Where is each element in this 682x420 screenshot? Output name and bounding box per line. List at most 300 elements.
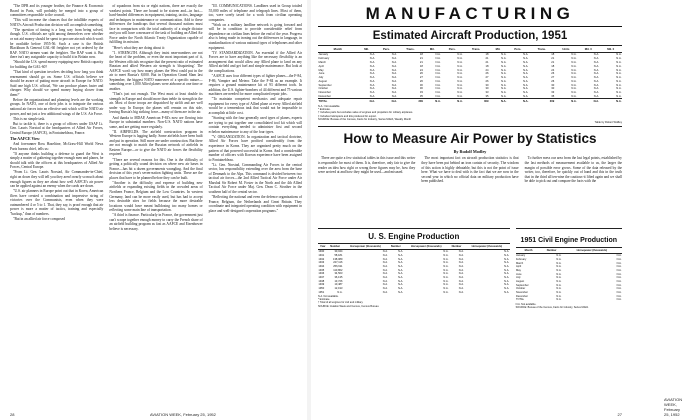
table-cell: N.A.: [458, 287, 464, 291]
column-header: Mil. ¢: [577, 46, 599, 53]
table-cell: N.A.: [504, 253, 510, 257]
table-cell: 18: [551, 53, 555, 57]
table-cell: N.A.: [391, 91, 397, 95]
table-cell: N.A.: [423, 99, 441, 103]
table-cell: N.A.: [556, 268, 562, 272]
table-cell: 30: [485, 87, 489, 91]
divider: [318, 126, 622, 127]
table-cell: N.A.: [616, 279, 622, 283]
table-cell: N.A.: [369, 57, 375, 61]
row-label: 1946: [318, 272, 325, 276]
column-header: Number: [449, 244, 464, 249]
table-cell: 27: [419, 76, 423, 80]
table-cell: N.A.: [501, 94, 507, 98]
table-cell: N.A.: [616, 57, 622, 61]
table-cell: N.A.: [593, 68, 599, 72]
table-cell: N.A.: [398, 268, 404, 272]
table-cell: N.A.: [391, 68, 397, 72]
table-cell: N.A.: [571, 76, 577, 80]
row-label: March: [515, 261, 524, 265]
table-cell: 26: [419, 79, 423, 83]
paragraph: "Lt. Gen. Norstad, Commanding Air Forces in the central sector, has responsibility extending over the area from the base of Denmark to the Alps. This command is divided between two tactical air forces—the 2nd Allied Tactical Air Force under Air Marshal Sir Robert M. Foster in the North and the 4th Allied Tactical Air Force under Maj. Gen. Dean C. Strother in the southern half of the central sector.: [208, 162, 302, 195]
row-label: April: [515, 265, 522, 269]
table-cell: N.A.: [489, 99, 507, 103]
table-cell: N.A.: [571, 87, 577, 91]
table-cell: N.A.: [593, 79, 599, 83]
paragraph: "1. STRENGTH. Although they insist near-numbers are not the heart of the problem, or even the most important part of it, the Western officials recognize that the present ratio of estimated Russian and allied Western air strength is 'disquieting.' The AAFCE won't say how many planes the West could put in the air to meet Russia's 8,000. But in Operation Grand Slam last September, the biggest NATO maneuver of a specific nature—something over 1,000 Allied planes were airborne at one time or another.: [109, 50, 203, 92]
table-cell: N.A.: [555, 99, 577, 103]
table-cell: N.A.: [443, 283, 449, 287]
row-label: 1948: [318, 279, 325, 283]
table-cell: N.A.: [577, 99, 599, 103]
paragraph: "IV. STANDARDIZATION. An essential if the Allied Air Forces are to have anything like the necessary flexibility is an arrangement that would allow any Allied plane to land on any Allied airfield and get fuel and simple maintenance. But look at the complications.: [208, 50, 302, 73]
column-header: Mil.: [358, 46, 376, 53]
table-cell: N.A.: [616, 265, 622, 269]
table-cell: N.A.: [501, 72, 507, 76]
row-label: 1949: [318, 283, 325, 287]
column-header: Pers.: [507, 46, 529, 53]
table-cell: N.A.: [501, 87, 507, 91]
table-cell: 138,089: [333, 257, 343, 261]
paragraph: "AAFCE uses four different types of fighter planes—the F-84, F-86, Vampire and Meteor. Take the F-84 as an example. It requires a ground maintenance kit of 93 different tools. In addition, the U.S. fighter-bombers of 44 different and 75 various machines are needed for more complicated repair jobs.: [208, 73, 302, 97]
table-row: [318, 290, 510, 294]
table-cell: N.A.: [616, 272, 622, 276]
table-cell: N.A.: [369, 68, 375, 72]
paragraph: "Starting with the four generally used types of planes, experts are trying to put together one consolidated tool kit which will contain everything needed to administer first and second echelon maintenance to any of the four types.: [208, 116, 302, 134]
row-label: February: [318, 57, 330, 61]
right-page: [312, 0, 682, 420]
table-cell: N.A.: [571, 68, 577, 72]
table-cell: N.A.: [391, 57, 397, 61]
paragraph: "The DPR and its younger brother, the Finance & Economic Board in Paris, will probably be merged into a group of committees responsible to the council.: [10, 4, 104, 18]
table-cell: N.A.: [504, 275, 510, 279]
paragraph: of squadrons from six or eight nations, there are exactly the weakest points. There are bound to be sixteen and—in fact—hard-headed differences in equipment, training, tactics, language and techniques in maintenance or communication. Add to these differences the handicaps that several thousand nations must face in comparison with the total authority of a single dictator and you will have a measure of the task of building an Allied Air Force under the North Atlantic Treaty Organization capable of fulfilling its mission.: [109, 4, 203, 45]
table-cell: N.A.: [523, 64, 529, 68]
paragraph: "The question of timing is a long way from being solved, though. U.S. officials are split among themselves over whether or not aid money should be spent to procure aircraft which won't be available before 1955-56. Such a case is the British Blackburn & General GAL-60 freighter not yet ordered by the RAF. NATO airmen want the freighter. The RAF want it. But there isn't any assignable capacity to build it in Britain now.: [10, 27, 104, 60]
table-cell: N.A.: [501, 53, 507, 57]
table-cell: 18: [419, 53, 423, 57]
table-cell: N.A.: [458, 279, 464, 283]
table-cell: N.A.: [593, 53, 599, 57]
section-title: MANUFACTURING: [318, 4, 622, 27]
row-label: 1951: [318, 290, 325, 294]
table-cell: N.A.: [391, 76, 397, 80]
table-cell: N.A.: [593, 72, 599, 76]
table-cell: N.A.: [507, 99, 529, 103]
table-cell: N.A.: [435, 87, 441, 91]
table-cell: N.A.: [457, 68, 463, 72]
table-cell: N.A.: [457, 83, 463, 87]
table-cell: 27: [551, 76, 555, 80]
table-cell: N.A.: [616, 257, 622, 261]
row-label: April: [318, 64, 324, 68]
table-cell: N.A.: [501, 91, 507, 95]
paragraph: "Another is the difficulty and expense of building new airfields or expanding existing fields in the crowded areas of Northern France, Belgium and the Low Countries. In western Germany, land can be more easily used, but has had to accept less desirable sites for fields because the more desirable locations would have meant bulldozing too many homes or reflecting some main line of transportation.: [109, 180, 203, 213]
table-cell: N.A.: [369, 83, 375, 87]
table-cell: N.A.: [616, 268, 622, 272]
row-label: January: [318, 53, 329, 57]
table-cell: N.A.: [435, 53, 441, 57]
table-cell: N.A.: [382, 279, 388, 283]
table-cell: N.A.: [501, 76, 507, 80]
table-cell: N.A.: [391, 53, 397, 57]
table-cell: N.A.: [556, 291, 562, 295]
column-header: Pers.: [375, 46, 397, 53]
table-cell: N.A.: [398, 264, 404, 268]
row-label: May: [515, 268, 521, 272]
table-cell: N.A.: [523, 76, 529, 80]
table-cell: N.A.: [443, 290, 449, 294]
column-header: Number: [541, 248, 561, 253]
table-cell: 21: [551, 57, 555, 61]
table-cell: 33: [551, 91, 555, 95]
table-cell: N.A.: [556, 276, 562, 280]
table-cell: 35: [485, 94, 489, 98]
engine-chart-title: U. S. Engine Production: [368, 232, 460, 242]
footnote: SOURCE: Bureau of the Census, Facts for Industry, Series M42A.: [515, 305, 589, 309]
table-cell: N.A.: [435, 72, 441, 76]
table-cell: N.A.: [556, 279, 562, 283]
table-cell: N.A.: [382, 272, 388, 276]
table-cell: N.A.: [369, 91, 375, 95]
page-gutter: [307, 0, 311, 420]
paragraph: "Work on a military landline network is going forward and will be in condition to provide considerable relief from dependence on civilian lines before the end of the year. Progress also is being made in ironing out the differences in language, in standardization of various national types of telephones and other equipment.: [208, 22, 302, 50]
column-header: Units: [555, 46, 577, 53]
engine-chart-notes: [318, 295, 510, 308]
column-header: Mil.: [423, 46, 441, 53]
table-cell: N.A.: [556, 254, 562, 258]
table-cell: N.A.: [458, 250, 464, 254]
table-cell: N.A.: [457, 76, 463, 80]
column-header: Horsepower (thousands): [343, 244, 388, 249]
table-cell: N.A.: [391, 60, 397, 64]
table-cell: N.A.: [443, 287, 449, 291]
column-header: Trans.: [529, 46, 555, 53]
statistics-article: [318, 131, 622, 226]
row-label: July: [318, 76, 324, 80]
table-cell: N.A.: [398, 290, 404, 294]
table-cell: N.A.: [556, 257, 562, 261]
table-cell: N.A.: [616, 68, 622, 72]
table-cell: N.A.: [616, 83, 622, 87]
table-cell: 30,044: [334, 250, 343, 254]
footnote: ‡ Includes helicopters and kits produced for export.: [318, 114, 377, 118]
table-cell: N.A.: [593, 60, 599, 64]
table-cell: 18: [485, 53, 489, 57]
article-columns: [318, 156, 622, 226]
column-header: Pers.: [441, 46, 463, 53]
civil-engine-chart: [516, 228, 622, 309]
table-cell: N.A.: [457, 57, 463, 61]
table-cell: N.A.: [441, 99, 463, 103]
table-cell: 21: [485, 57, 489, 61]
table-cell: 309: [397, 99, 423, 103]
row-label: May: [318, 68, 324, 72]
table-cell: N.A.: [369, 79, 375, 83]
paragraph: "V. ORGANIZATION. In organization and tactical doctrine, Allied Air Forces have profited considerably from the experience in Korea. They are organized pretty much on the pattern of that powered successful in Korea. And a considerable number of officers with Korean experience have been assigned to Fontainebleau.: [208, 134, 302, 162]
table-cell: N.A.: [571, 79, 577, 83]
table-cell: N.A.: [457, 72, 463, 76]
row-label: 1944: [318, 264, 325, 268]
table-cell: N.A.: [435, 57, 441, 61]
table-cell: N.A.: [457, 79, 463, 83]
table-cell: N.A.: [369, 60, 375, 64]
footnote: SOURCE: Aviation Week and Census, Census Bureau.: [318, 304, 380, 308]
table-cell: 21: [485, 60, 489, 64]
column-header: Month: [516, 248, 542, 253]
table-cell: N.A.: [391, 79, 397, 83]
row-label: October: [318, 87, 329, 91]
table-cell: 35: [551, 94, 555, 98]
row-label: 1943: [318, 261, 325, 265]
column-header: Mil.: [489, 46, 507, 53]
row-label: August: [515, 279, 525, 283]
table-cell: 35: [419, 94, 423, 98]
chart-footnotes: [318, 105, 622, 125]
row-label: June: [318, 72, 325, 76]
table-cell: N.A.: [504, 279, 510, 283]
table-cell: N.A.: [501, 79, 507, 83]
table-cell: N.A.: [571, 60, 577, 64]
civil-chart-title: 1951 Civil Engine Production: [520, 237, 618, 245]
table-cell: 256,911: [333, 264, 343, 268]
civil-chart-notes: [516, 303, 622, 309]
table-cell: N.A.: [571, 72, 577, 76]
table-cell: 24: [419, 68, 423, 72]
table-cell: N.A.: [556, 265, 562, 269]
paragraph: "Here's what they are doing about it:: [112, 45, 165, 50]
table-cell: N.A.: [556, 261, 562, 265]
left-page-columns: [10, 4, 302, 406]
column-header: Month: [318, 46, 358, 53]
total-row: [318, 99, 622, 103]
footnote: N.A. Not available.: [515, 302, 537, 306]
table-cell: N.A.: [501, 60, 507, 64]
table-cell: N.A.: [616, 276, 622, 280]
column-header: Horsepower (thousands): [464, 244, 509, 249]
table-cell: N.A.: [458, 268, 464, 272]
table-cell: 21: [419, 60, 423, 64]
table-cell: N.A.: [571, 91, 577, 95]
table-cell: N.A.: [398, 253, 404, 257]
table-cell: N.A.: [443, 250, 449, 254]
table-cell: N.A.: [398, 283, 404, 287]
paragraph: "Reflecting the national and even the defence organizations of France, Belgium, the Netherlands and Great Britain. They coordinate and integrated operating condition with equipment in place and well-designed cooperation programs.": [208, 195, 302, 213]
table-cell: 30: [551, 83, 555, 87]
table-cell: N.A.: [616, 53, 622, 57]
table-cell: N.A.: [458, 253, 464, 257]
table-cell: N.A.: [523, 72, 529, 76]
paragraph: "But in an allied air force composed: [13, 217, 65, 222]
paragraph: "That kind of question involves deciding how long you think rearmament should go on. Some U.S. officials believe we should be aware of putting more aircraft in Europe for NATO. Said one high U.S. official, 'We can produce planes faster and cheaper. Why should we spend money buying slower from them?': [10, 70, 104, 97]
table-cell: N.A.: [443, 264, 449, 268]
table-cell: 26: [485, 79, 489, 83]
table-cell: 18: [419, 64, 423, 68]
table-cell: N.A.: [523, 53, 529, 57]
table-cell: N.A.: [375, 99, 397, 103]
table-cell: N.A.: [523, 60, 529, 64]
table-cell: N.A.: [457, 91, 463, 95]
row-label: November: [318, 91, 331, 95]
table-cell: N.A.: [523, 79, 529, 83]
row-label: July: [515, 276, 521, 280]
table-cell: N.A.: [398, 275, 404, 279]
article-column-3: To further mess our area from the last legal points, established by the last methods of measurement available to us, the larger the margin of possible error grows. Some of the data released by the writer, too, therefore, be quickly out of hand and this in the truth that in the third all ten-nine the cautious-it lifted again and we shall be able to pick out and compare the facts with the: [524, 156, 622, 184]
table-cell: N.A.: [443, 272, 449, 276]
column-header: Horsepower (thousands): [404, 244, 449, 249]
table-cell: N.A.: [457, 60, 463, 64]
table-cell: 26: [419, 72, 423, 76]
row-label: January: [515, 254, 526, 258]
article-byline: By Rudolf Modley: [453, 149, 487, 155]
table-cell: N.A.: [369, 87, 375, 91]
table-cell: 26: [551, 72, 555, 76]
paragraph: And forerunner Ross Hazeltine, McGraw-Hill World News Paris bureau chief, tells us:: [10, 142, 104, 151]
table-cell: N.A.: [504, 272, 510, 276]
article-title: How to Measure Air Power by Statistics: [343, 131, 597, 147]
table-cell: 227,116: [333, 261, 343, 265]
table-cell: N.A.: [457, 64, 463, 68]
table-cell: N.A.: [458, 283, 464, 287]
paragraph: "II. AIRFIELDS. The airfield construction program in Western Europe is lagging badly. Some airfields have been built and put in operation. Still more are under construction. But there are not enough to match the Russian network of airfields in Eastern Europe—or to give the NATO air forces the flexibility required.: [109, 129, 203, 157]
table-cell: 13,726: [334, 279, 343, 283]
row-label: November: [515, 291, 528, 295]
table-cell: 10,487: [334, 283, 343, 287]
table-cell: 18: [551, 64, 555, 68]
column-header: Number: [327, 244, 342, 249]
paragraph: "Should the U.S. spend money equipping new British capacity for building the GAL-60?: [10, 60, 104, 69]
paragraph: And thanks to MDAP, American F-84's now are flowing into Europe in substantial numbers. Non-U.S. NATO nations have some, and are getting more regularly.: [109, 115, 203, 129]
table-cell: N.A.: [504, 264, 510, 268]
table-cell: N.A.: [616, 283, 622, 287]
table-cell: 18: [485, 64, 489, 68]
page-number-left: 28: [10, 412, 15, 417]
table-cell: N.A.: [523, 57, 529, 61]
table-cell: N.A.: [504, 261, 510, 265]
table-cell: N.A.: [337, 290, 343, 294]
table-cell: 110,862: [333, 268, 343, 272]
table-cell: N.A.: [599, 99, 622, 103]
table-cell: N.A.: [382, 261, 388, 265]
table-cell: N.A.: [382, 287, 388, 291]
column-header: Year: [320, 245, 326, 249]
table-cell: N.A.: [616, 87, 622, 91]
table-cell: N.A.: [593, 91, 599, 95]
table-cell: N.A.: [435, 64, 441, 68]
table-cell: N.A.: [398, 257, 404, 261]
table-cell: N.A.: [435, 91, 441, 95]
table-cell: N.A.: [523, 87, 529, 91]
footnote: † Total of all engines for civil and military.: [318, 301, 364, 305]
table-cell: 30: [485, 83, 489, 87]
row-label: 1945: [318, 268, 325, 272]
table-cell: N.A.: [504, 287, 510, 291]
table-cell: N.A.: [443, 268, 449, 272]
table-cell: N.A.: [435, 83, 441, 87]
table-cell: 33: [419, 91, 423, 95]
table-cell: N.A.: [571, 53, 577, 57]
paragraph: "There are several reasons for this. One is the difficulty of getting a politically sound decision on where new air bases in France—has hit a dozen governments wrangling. And the final decision of this year's seven-nation fighting units. These are the places that have to be planned before they can be built.: [109, 157, 203, 180]
table-cell: N.A.: [458, 261, 464, 265]
table-cell: N.A.: [616, 291, 622, 295]
table-cell: N.A.: [391, 94, 397, 98]
table-header-row: [318, 46, 622, 53]
article-column-1: There are quite a few statistical tables in this issue and this writer is responsible for most of them. It is, therefore, only fair to give the reader an idea how right or wrong these figures may be, how they were arrived at and how they might be used—and misused.: [318, 156, 416, 175]
paragraph: "This will increase the chances that the infallible experts of NATO's Aircraft Production division will accomplish something.: [10, 18, 104, 27]
table-cell: 309: [529, 99, 555, 103]
table-cell: 12,193: [334, 287, 343, 291]
left-column-2: [109, 4, 202, 406]
table-cell: N.A.: [398, 250, 404, 254]
table-cell: 34,563: [334, 272, 343, 276]
table-cell: N.A.: [443, 253, 449, 257]
table-cell: N.A.: [593, 94, 599, 98]
table-cell: N.A.: [504, 250, 510, 254]
subhead: The AAFCE View: [10, 136, 40, 141]
table-cell: N.A.: [369, 64, 375, 68]
table-cell: N.A.: [443, 261, 449, 265]
table-cell: N.A.: [382, 283, 388, 287]
table-cell: N.A.: [501, 64, 507, 68]
table-cell: N.A.: [457, 87, 463, 91]
row-label: June: [515, 272, 522, 276]
table-cell: N.A.: [616, 287, 622, 291]
table-cell: N.A.: [369, 76, 375, 80]
table-cell: N.A.: [616, 94, 622, 98]
paragraph: "From Lt. Gen. Lauris Norstad, Air Commander-in-Chief, right on down they will tell you they aren't nearly so much about enough figures as they are about how well AAFCE's air power can be applied against an enemy when the cards are down.: [10, 170, 104, 189]
table-cell: N.A.: [616, 72, 622, 76]
left-column-3: [209, 4, 302, 406]
table-cell: N.A.: [457, 94, 463, 98]
table-cell: N.A.: [457, 53, 463, 57]
chart-title: Estimated Aircraft Production, 1951: [372, 30, 568, 42]
table-cell: N.A.: [593, 87, 599, 91]
table-cell: N.A.: [616, 254, 622, 258]
table-cell: N.A.: [616, 76, 622, 80]
paragraph: "U.S. air planners in Europe point out that in Korea, American fliers have created a combination and impressive string of victories over the Communists, even when they were outnumbered 4 or 5 to 1. That, they say, is proof enough that air power is more a matter of tactics, training and especially "backup," than of numbers.: [10, 189, 104, 216]
table-cell: 26: [551, 79, 555, 83]
footnote: † Includes parts but excludes value of engines and propellers for military airplanes.: [318, 111, 414, 115]
engine-production-chart: [318, 228, 510, 309]
table-cell: N.A.: [369, 94, 375, 98]
paragraph: "That's just not enough. The West must at least double its strength in Europe and should more than treble its strength in the air. Most of those troops are dispatched by airlift and are well under way. In Europe, the planes will remain on this side, leaving Russia's big striking force—many of them are in the air.: [109, 92, 203, 115]
chart-credit: Table by Robert Wolfley: [594, 121, 622, 125]
table-cell: N.A.: [501, 83, 507, 87]
column-header: Trans.: [397, 46, 423, 53]
row-label: December: [318, 94, 331, 98]
row-label: TOTAL: [515, 298, 525, 302]
table-cell: 21: [419, 57, 423, 61]
table-cell: N.A.: [616, 261, 622, 265]
table-cell: N.A.: [501, 68, 507, 72]
table-cell: N.A.: [556, 294, 562, 298]
row-label: 1942: [318, 257, 325, 261]
table-cell: N.A.: [398, 272, 404, 276]
row-label: March: [318, 60, 326, 64]
row-label: TOTAL: [318, 99, 358, 103]
paragraph: "A third is finance. Particularly in France, the government just can't scrape together enough money to carry the French share of an airfield building program as fast as AAFCE and Eisenhower believe is necessary.: [109, 213, 203, 231]
row-label: August: [318, 79, 327, 83]
table-cell: N.A.: [458, 275, 464, 279]
table-cell: N.A.: [593, 83, 599, 87]
table-cell: N.A.: [382, 290, 388, 294]
aircraft-production-table: [318, 45, 622, 103]
paragraph: Before the organizational and planning levels are the working groups. In NATO, one of their jobs is to integrate the various national air forces into an effective unit which will be NATO air power, and not just a few additional wings of the U.S. Air Force.: [10, 97, 104, 116]
table-cell: N.A.: [556, 287, 562, 291]
row-label: October: [515, 287, 526, 291]
table-cell: N.A.: [382, 264, 388, 268]
table-cell: N.A.: [435, 79, 441, 83]
